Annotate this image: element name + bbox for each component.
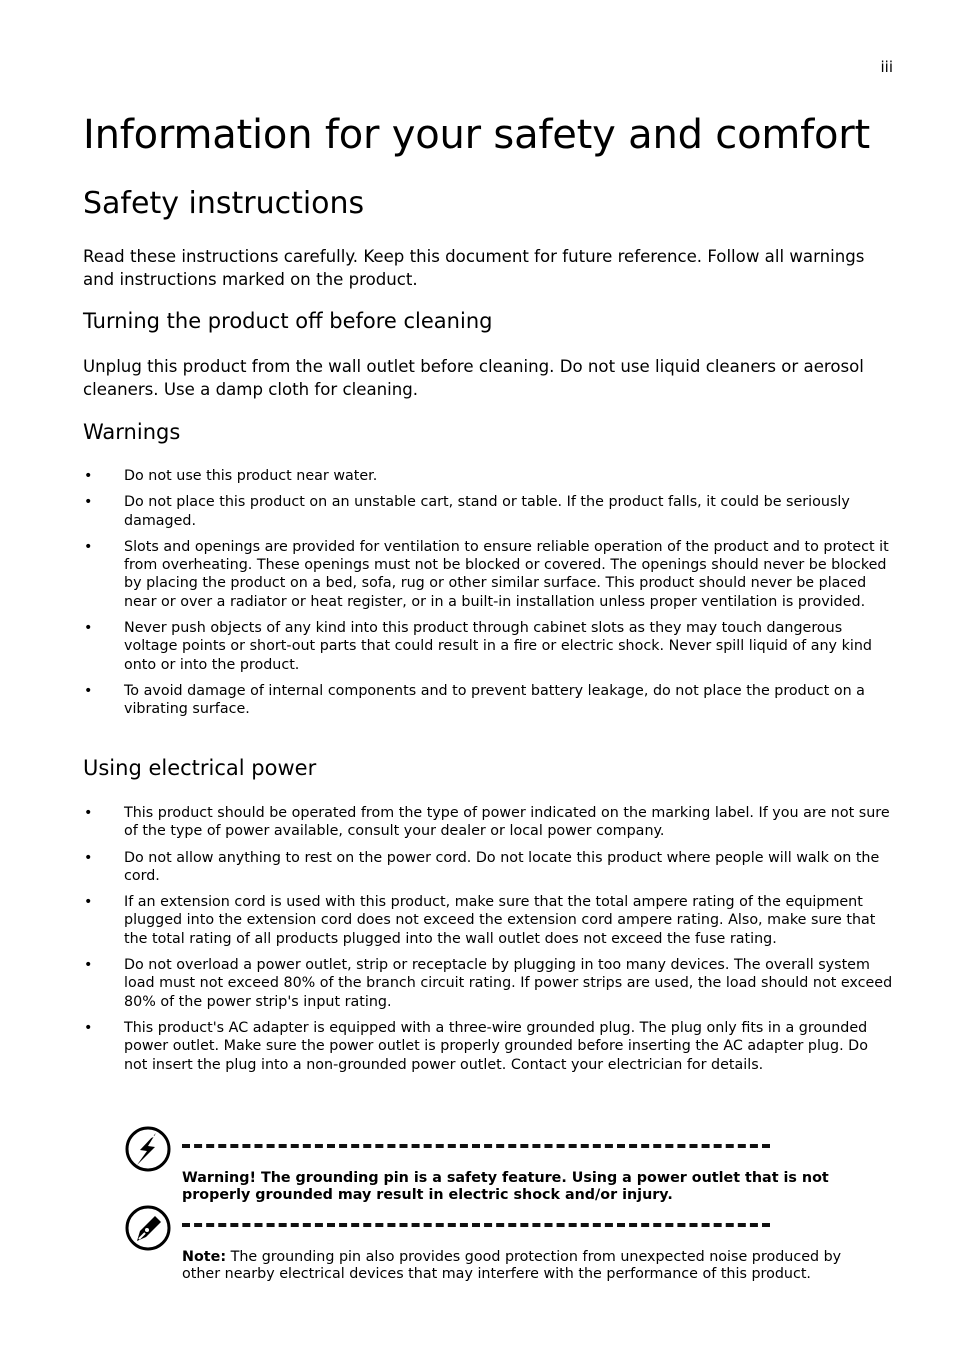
list-item <box>83 849 895 886</box>
list-item-text: Do not use this product near water. <box>124 468 378 484</box>
list-item <box>83 956 895 1011</box>
list-item <box>83 467 895 485</box>
dashed-divider <box>182 1144 770 1148</box>
list-item-text: To avoid damage of internal components and to prevent battery leakage, do not place the product on a vibrating surface. <box>124 682 865 718</box>
bullet: • <box>84 894 93 911</box>
bullet: • <box>84 494 93 511</box>
list-item <box>83 893 895 948</box>
list-item-text: This product's AC adapter is equipped with a three-wire grounded plug. The plug only fits in a grounded power outlet. Make sure the power outlet is properly grounded before inserting the AC adapter plug. Do not insert the plug into a non-grounded power outlet. Contact your electrician for details. <box>124 1019 868 1073</box>
list-item-text: This product should be operated from the type of power indicated on the marking label. If you are not sure of the type of power available, consult your dealer or local power company. <box>124 805 890 840</box>
list-item-text: If an extension cord is used with this product, make sure that the total ampere rating of the equipment plugged into the extension cord does not exceed the extension cord ampere rating. Also, make sure that the total rating of all products plugged into the wall outlet does not exceed the fuse rating. <box>124 894 876 947</box>
list-item <box>83 804 895 841</box>
note-label: Note: <box>182 1249 227 1265</box>
list-item-text: Do not overload a power outlet, strip or receptacle by plugging in too many devices. The overall system load must not exceed 80% of the branch circuit rating. If power strips are used, the load should not exceed 80% of the power strip's input rating. <box>124 957 893 1010</box>
note-pen-icon <box>125 1205 171 1251</box>
bullet: • <box>84 538 93 555</box>
note-text <box>182 1249 882 1282</box>
list-item <box>83 682 895 719</box>
intro-paragraph: Read these instructions carefully. Keep this document for future reference. Follow all warnings and instructions marked on the product. <box>83 247 865 289</box>
list-item <box>83 619 895 674</box>
list-item-text: Do not allow anything to rest on the power cord. Do not locate this product where people will walk on the cord. <box>124 849 880 884</box>
list-item <box>83 1019 895 1074</box>
warnings-heading: Warnings <box>83 420 181 444</box>
power-heading: Using electrical power <box>83 756 317 780</box>
warnings-list <box>83 467 895 719</box>
cleaning-paragraph: Unplug this product from the wall outlet before cleaning. Do not use liquid cleaners or aerosol cleaners. Use a damp cloth for cleaning. <box>83 357 864 399</box>
page-title: Information for your safety and comfort <box>83 112 871 158</box>
page-number: iii <box>880 58 893 76</box>
list-item-text: Slots and openings are provided for ventilation to ensure reliable operation of the product and to protect it from overheating. These openings must not be blocked or covered. The openings should never be blocked by placing the product on a bed, sofa, rug or other similar surface. This product should never be placed near or over a radiator or heat register, or in a built-in installation unless proper ventilation is provided. <box>124 538 889 610</box>
list-item-text: Do not place this product on an unstable cart, stand or table. If the product falls, it could be seriously damaged. <box>124 494 850 529</box>
list-item <box>83 538 895 611</box>
bullet: • <box>84 682 93 699</box>
warning-text: Warning! The grounding pin is a safety feature. Using a power outlet that is not properly grounded may result in electric shock and/or injury. <box>182 1170 829 1203</box>
bullet: • <box>84 805 93 821</box>
note-body: The grounding pin also provides good protection from unexpected noise produced by other nearby electrical devices that may interfere with the performance of this product. <box>182 1249 842 1282</box>
bullet: • <box>84 957 93 974</box>
cleaning-heading: Turning the product off before cleaning <box>83 309 493 333</box>
dashed-divider <box>182 1223 770 1227</box>
list-item-text: Never push objects of any kind into this product through cabinet slots as they may touch dangerous voltage points or short-out parts that could result in a fire or electric shock. Never spill liquid of any kind onto or into the product. <box>124 620 872 673</box>
bullet: • <box>84 468 93 484</box>
list-item <box>83 493 895 530</box>
power-list <box>83 804 895 1074</box>
bullet: • <box>84 1019 93 1036</box>
lightning-warning-icon <box>125 1126 171 1172</box>
bullet: • <box>84 849 93 866</box>
bullet: • <box>84 620 93 637</box>
section-title: Safety instructions <box>83 186 365 221</box>
